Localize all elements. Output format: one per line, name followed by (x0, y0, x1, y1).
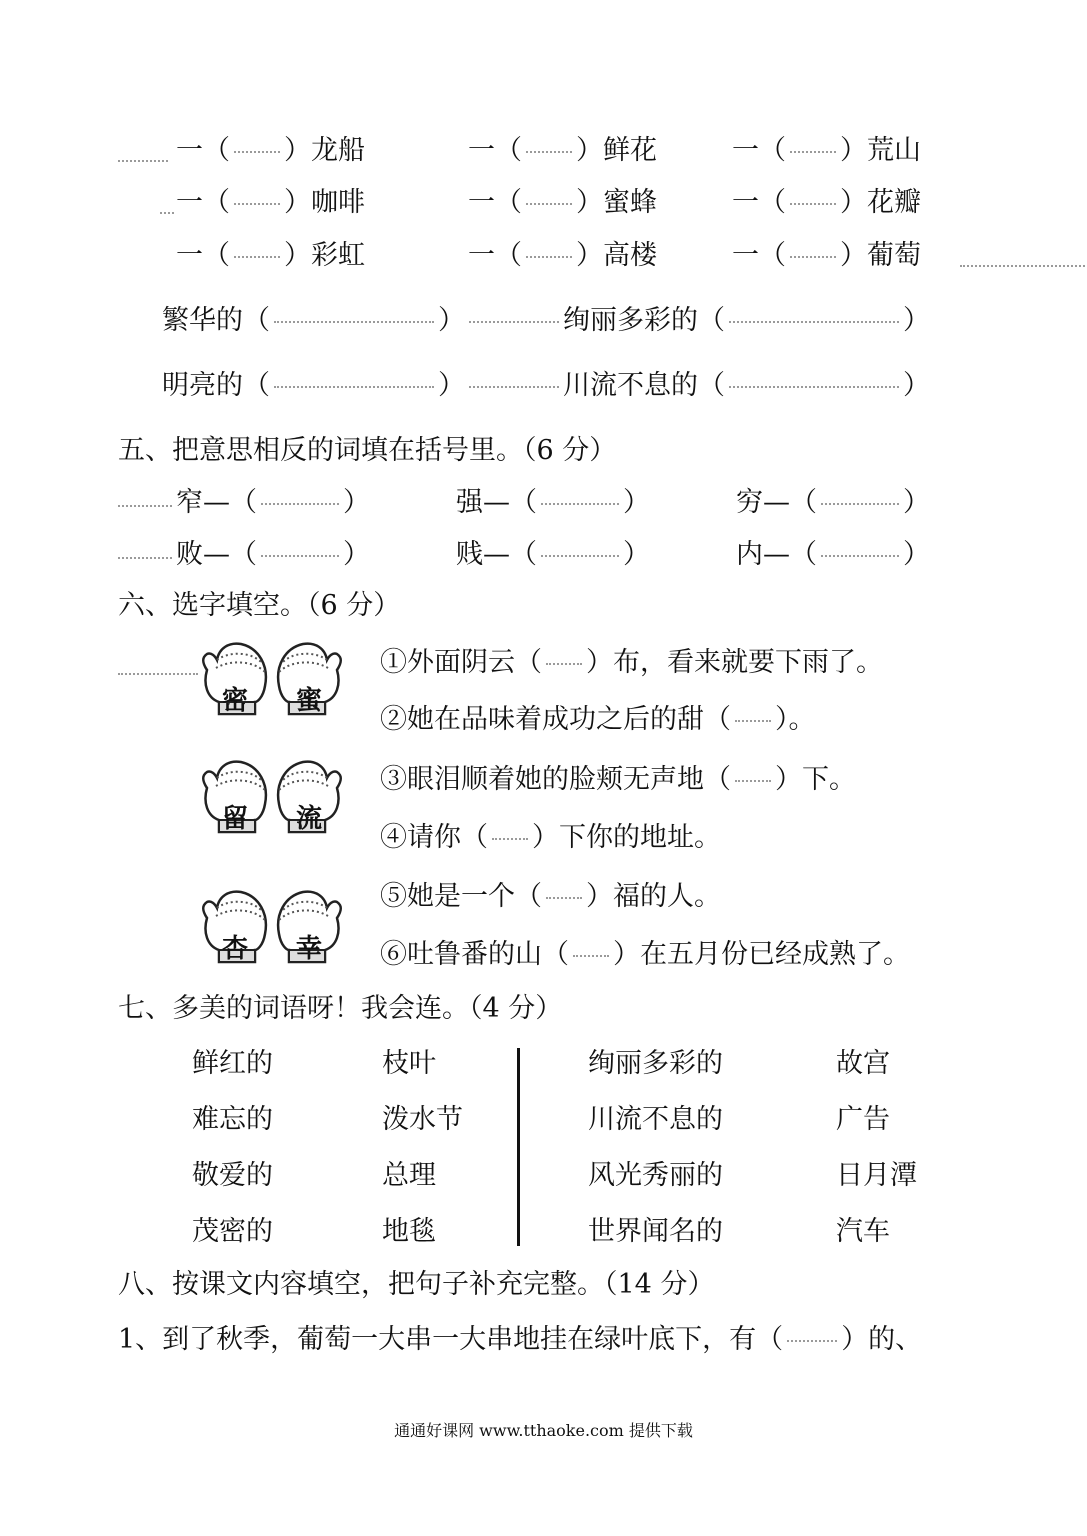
match-word (192, 1214, 273, 1250)
sentence-text: ）布，看来就要下雨了。 (586, 647, 883, 678)
answer-blank[interactable] (546, 663, 582, 665)
bracket-close: ） (623, 539, 650, 570)
noun-text: ）咖啡 (284, 187, 365, 218)
bracket-open: 一（ (732, 240, 786, 271)
noun-text: ）龙船 (284, 135, 365, 166)
dot-leader (118, 673, 198, 675)
answer-blank[interactable] (787, 1340, 837, 1342)
fill-sentence (380, 937, 910, 973)
noun-text: ）蜜蜂 (576, 187, 657, 218)
bracket-open: 一（ (732, 187, 786, 218)
dot-leader (469, 386, 559, 388)
match-word (836, 1046, 890, 1082)
bracket-open: 一（ (176, 187, 230, 218)
phrase-label: 绚丽多彩的（ (563, 305, 725, 336)
mitten-char: 密 (221, 686, 248, 716)
bracket-close: ） (438, 370, 465, 401)
match-word (382, 1158, 436, 1194)
measure-word-item (732, 133, 921, 169)
measure-word-item (468, 133, 657, 169)
fill-sentence (380, 762, 856, 798)
fill-sentence (380, 879, 721, 915)
fill-sentence (380, 702, 816, 738)
antonym-word: 贱—（ (456, 539, 537, 570)
sentence-text: ）下你的地址。 (532, 822, 721, 853)
sentence-text: ②她在品味着成功之后的甜（ (380, 704, 731, 735)
bracket-open: 一（ (468, 187, 522, 218)
noun-text: ）荒山 (840, 135, 921, 166)
sentence-text: ⑥吐鲁番的山（ (380, 939, 569, 970)
bracket-close: ） (343, 487, 370, 518)
fill-sentence (380, 820, 721, 856)
measure-word-item (176, 185, 365, 221)
answer-blank[interactable] (492, 838, 528, 840)
match-word (382, 1214, 436, 1250)
bracket-open: 一（ (468, 135, 522, 166)
mitten-char: 杏 (221, 934, 248, 964)
answer-blank[interactable] (729, 321, 899, 323)
answer-blank[interactable] (821, 503, 899, 505)
column-divider (517, 1048, 520, 1246)
match-word-text: 川流不息的 (588, 1104, 723, 1135)
match-word (588, 1046, 723, 1082)
antonym-item (456, 485, 650, 521)
measure-word-item (468, 185, 657, 221)
match-word-text: 风光秀丽的 (588, 1160, 723, 1191)
mitten-char: 流 (295, 804, 322, 834)
match-word-text: 总理 (382, 1160, 436, 1191)
match-word-text: 枝叶 (382, 1048, 436, 1079)
bracket-close: ） (343, 539, 370, 570)
mitten-icon (273, 758, 345, 834)
noun-text: ）鲜花 (576, 135, 657, 166)
match-word-text: 广告 (836, 1104, 890, 1135)
antonym-item (176, 537, 370, 573)
answer-blank[interactable] (234, 256, 280, 258)
fill-sentence (380, 645, 883, 681)
match-word (588, 1214, 723, 1250)
antonym-item (176, 485, 370, 521)
question-text: 1、到了秋季，葡萄一大串一大串地挂在绿叶底下，有（ (118, 1324, 784, 1355)
question-text: ）的、 (841, 1324, 923, 1355)
match-word-text: 汽车 (836, 1216, 890, 1247)
section-8-title: 八、按课文内容填空，把句子补充完整。（14 分） (118, 1269, 715, 1300)
dot-leader (160, 212, 174, 214)
antonym-word: 穷—（ (736, 487, 817, 518)
noun-text: ）葡萄 (840, 240, 921, 271)
match-word (588, 1102, 723, 1138)
mitten-char: 幸 (295, 934, 322, 964)
antonym-word: 窄—（ (176, 487, 257, 518)
measure-word-item (732, 238, 921, 274)
bracket-open: 一（ (176, 240, 230, 271)
section-8-question-1 (118, 1322, 922, 1358)
answer-blank[interactable] (541, 555, 619, 557)
bracket-open: 一（ (176, 135, 230, 166)
match-word (192, 1046, 273, 1082)
section-7-title: 七、多美的词语呀！我会连。（4 分） (118, 993, 563, 1024)
answer-blank[interactable] (261, 503, 339, 505)
match-word (192, 1158, 273, 1194)
answer-blank[interactable] (541, 503, 619, 505)
sentence-text: ④请你（ (380, 822, 488, 853)
answer-blank[interactable] (274, 321, 434, 323)
phrase-label: 繁华的（ (162, 305, 270, 336)
noun-text: ）高楼 (576, 240, 657, 271)
section-5-title: 五、把意思相反的词填在括号里。（6 分） (118, 435, 617, 466)
antonym-item (456, 537, 650, 573)
bracket-close: ） (903, 305, 930, 336)
antonym-item (736, 485, 930, 521)
match-word (836, 1102, 890, 1138)
section-6-title: 六、选字填空。（6 分） (118, 590, 401, 621)
match-word (382, 1046, 436, 1082)
dot-leader (960, 265, 1085, 267)
match-word-text: 鲜红的 (192, 1048, 273, 1079)
answer-blank[interactable] (729, 386, 899, 388)
dot-leader (469, 321, 559, 323)
match-word (382, 1102, 463, 1138)
match-word (836, 1158, 917, 1194)
bracket-close: ） (903, 539, 930, 570)
antonym-item (736, 537, 930, 573)
measure-word-item (468, 238, 657, 274)
bracket-open: 一（ (468, 240, 522, 271)
measure-word-item (176, 238, 365, 274)
phrase-label: 川流不息的（ (563, 370, 725, 401)
match-word (192, 1102, 273, 1138)
sentence-text: ①外面阴云（ (380, 647, 542, 678)
phrase-label: 明亮的（ (162, 370, 270, 401)
phrase-row-2 (162, 368, 930, 404)
sentence-text: ）福的人。 (586, 881, 721, 912)
answer-blank[interactable] (735, 780, 771, 782)
match-word (836, 1214, 890, 1250)
match-word-text: 泼水节 (382, 1104, 463, 1135)
match-word-text: 绚丽多彩的 (588, 1048, 723, 1079)
answer-blank[interactable] (573, 955, 609, 957)
match-word-text: 世界闻名的 (588, 1216, 723, 1247)
match-word-text: 敬爱的 (192, 1160, 273, 1191)
bracket-open: 一（ (732, 135, 786, 166)
answer-blank[interactable] (790, 256, 836, 258)
dot-leader (118, 160, 168, 162)
phrase-row-1 (162, 303, 930, 339)
mitten-icon (199, 640, 271, 716)
bracket-close: ） (903, 370, 930, 401)
sentence-text: ）下。 (775, 764, 856, 795)
sentence-text: ③眼泪顺着她的脸颊无声地（ (380, 764, 731, 795)
match-word-text: 地毯 (382, 1216, 436, 1247)
noun-text: ）花瓣 (840, 187, 921, 218)
answer-blank[interactable] (526, 151, 572, 153)
mitten-icon (199, 758, 271, 834)
answer-blank[interactable] (790, 203, 836, 205)
measure-word-item (732, 185, 921, 221)
bracket-close: ） (903, 487, 930, 518)
sentence-text: ）在五月份已经成熟了。 (613, 939, 910, 970)
answer-blank[interactable] (261, 555, 339, 557)
mitten-char: 蜜 (295, 686, 322, 716)
antonym-word: 强—（ (456, 487, 537, 518)
antonym-word: 败—（ (176, 539, 257, 570)
mitten-icon (199, 888, 271, 964)
match-word-text: 难忘的 (192, 1104, 273, 1135)
answer-blank[interactable] (821, 555, 899, 557)
measure-word-item (176, 133, 365, 169)
mitten-icon (273, 640, 345, 716)
mitten-icon (273, 888, 345, 964)
answer-blank[interactable] (234, 203, 280, 205)
dot-leader (118, 505, 172, 507)
answer-blank[interactable] (546, 897, 582, 899)
match-word (588, 1158, 723, 1194)
mitten-char: 留 (221, 804, 248, 834)
answer-blank[interactable] (526, 203, 572, 205)
match-word-text: 茂密的 (192, 1216, 273, 1247)
match-word-text: 日月潭 (836, 1160, 917, 1191)
sentence-text: ）。 (775, 704, 816, 735)
answer-blank[interactable] (274, 386, 434, 388)
bracket-close: ） (438, 305, 465, 336)
answer-blank[interactable] (790, 151, 836, 153)
bracket-close: ） (623, 487, 650, 518)
footer-text: 通通好课网 www.tthaoke.com 提供下载 (394, 1421, 693, 1440)
answer-blank[interactable] (735, 720, 771, 722)
answer-blank[interactable] (234, 151, 280, 153)
dot-leader (118, 557, 172, 559)
noun-text: ）彩虹 (284, 240, 365, 271)
antonym-word: 内—（ (736, 539, 817, 570)
match-word-text: 故宫 (836, 1048, 890, 1079)
answer-blank[interactable] (526, 256, 572, 258)
sentence-text: ⑤她是一个（ (380, 881, 542, 912)
